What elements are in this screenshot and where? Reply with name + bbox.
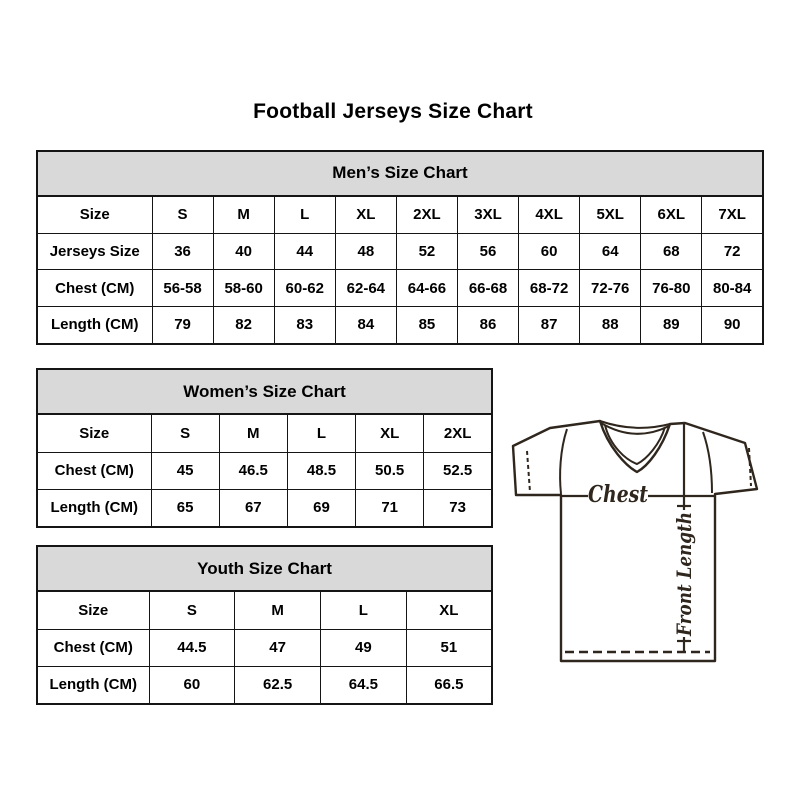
youth-size-table	[36, 545, 493, 705]
value-cell: 7XL	[702, 196, 763, 234]
size-table	[36, 368, 493, 528]
value-cell: 49	[321, 629, 407, 666]
value-cell: 2XL	[424, 414, 492, 452]
row-label: Length (CM)	[37, 489, 151, 527]
value-cell: 88	[580, 306, 641, 344]
value-cell: 62.5	[235, 666, 321, 704]
value-cell: XL	[406, 591, 492, 629]
value-cell: 58-60	[213, 270, 274, 307]
value-cell: 48	[335, 233, 396, 270]
value-cell: 64-66	[396, 270, 457, 307]
value-cell: 83	[274, 306, 335, 344]
table-header-row	[37, 151, 763, 196]
size-table	[36, 545, 493, 705]
mens-size-table	[36, 150, 764, 345]
value-cell: 76-80	[641, 270, 702, 307]
value-cell: 82	[213, 306, 274, 344]
front-length-label: Front Length	[672, 488, 696, 636]
row-label: Size	[37, 591, 149, 629]
value-cell: 72	[702, 233, 763, 270]
value-cell: 60	[519, 233, 580, 270]
row-label: Size	[37, 196, 152, 234]
value-cell: 67	[219, 489, 287, 527]
value-cell: 65	[151, 489, 219, 527]
value-cell: 64.5	[321, 666, 407, 704]
value-cell: XL	[356, 414, 424, 452]
value-cell: S	[149, 591, 235, 629]
value-cell: 87	[519, 306, 580, 344]
value-cell: XL	[335, 196, 396, 234]
table-title: Men’s Size Chart	[37, 151, 763, 196]
table-row	[37, 233, 763, 270]
value-cell: 47	[235, 629, 321, 666]
table-row	[37, 629, 492, 666]
value-cell: 89	[641, 306, 702, 344]
table-row	[37, 270, 763, 307]
value-cell: S	[152, 196, 213, 234]
value-cell: 60	[149, 666, 235, 704]
jersey-outline	[513, 421, 757, 661]
value-cell: 90	[702, 306, 763, 344]
row-label: Chest (CM)	[37, 629, 149, 666]
value-cell: 3XL	[457, 196, 518, 234]
value-cell: 64	[580, 233, 641, 270]
value-cell: 79	[152, 306, 213, 344]
value-cell: 85	[396, 306, 457, 344]
value-cell: 46.5	[219, 452, 287, 489]
size-table	[36, 150, 764, 345]
value-cell: 48.5	[287, 452, 355, 489]
value-cell: 68	[641, 233, 702, 270]
value-cell: L	[274, 196, 335, 234]
value-cell: 50.5	[356, 452, 424, 489]
value-cell: 51	[406, 629, 492, 666]
womens-size-table	[36, 368, 493, 528]
table-title: Youth Size Chart	[37, 546, 492, 591]
value-cell: 71	[356, 489, 424, 527]
value-cell: 44.5	[149, 629, 235, 666]
value-cell: 45	[151, 452, 219, 489]
row-label: Chest (CM)	[37, 452, 151, 489]
value-cell: 6XL	[641, 196, 702, 234]
value-cell: M	[235, 591, 321, 629]
value-cell: 68-72	[519, 270, 580, 307]
value-cell: M	[219, 414, 287, 452]
value-cell: 86	[457, 306, 518, 344]
table-row	[37, 452, 492, 489]
value-cell: M	[213, 196, 274, 234]
value-cell: 44	[274, 233, 335, 270]
value-cell: 2XL	[396, 196, 457, 234]
table-row	[37, 591, 492, 629]
value-cell: 5XL	[580, 196, 641, 234]
page-title: Football Jerseys Size Chart	[253, 100, 533, 123]
value-cell: L	[287, 414, 355, 452]
row-label: Chest (CM)	[37, 270, 152, 307]
table-row	[37, 666, 492, 704]
value-cell: 80-84	[702, 270, 763, 307]
table-row	[37, 414, 492, 452]
value-cell: 52.5	[424, 452, 492, 489]
value-cell: 73	[424, 489, 492, 527]
value-cell: 36	[152, 233, 213, 270]
table-header-row	[37, 546, 492, 591]
table-header-row	[37, 369, 492, 414]
value-cell: 72-76	[580, 270, 641, 307]
value-cell: 69	[287, 489, 355, 527]
jersey-measurement-diagram	[500, 400, 770, 670]
chest-label: Chest	[588, 481, 649, 508]
value-cell: 40	[213, 233, 274, 270]
table-title: Women’s Size Chart	[37, 369, 492, 414]
value-cell: 62-64	[335, 270, 396, 307]
value-cell: 52	[396, 233, 457, 270]
value-cell: 66.5	[406, 666, 492, 704]
row-label: Length (CM)	[37, 666, 149, 704]
table-row	[37, 489, 492, 527]
value-cell: 66-68	[457, 270, 518, 307]
value-cell: 56	[457, 233, 518, 270]
row-label: Length (CM)	[37, 306, 152, 344]
value-cell: 84	[335, 306, 396, 344]
value-cell: 56-58	[152, 270, 213, 307]
value-cell: 60-62	[274, 270, 335, 307]
value-cell: L	[321, 591, 407, 629]
row-label: Jerseys Size	[37, 233, 152, 270]
row-label: Size	[37, 414, 151, 452]
value-cell: S	[151, 414, 219, 452]
table-row	[37, 306, 763, 344]
table-row	[37, 196, 763, 234]
value-cell: 4XL	[519, 196, 580, 234]
